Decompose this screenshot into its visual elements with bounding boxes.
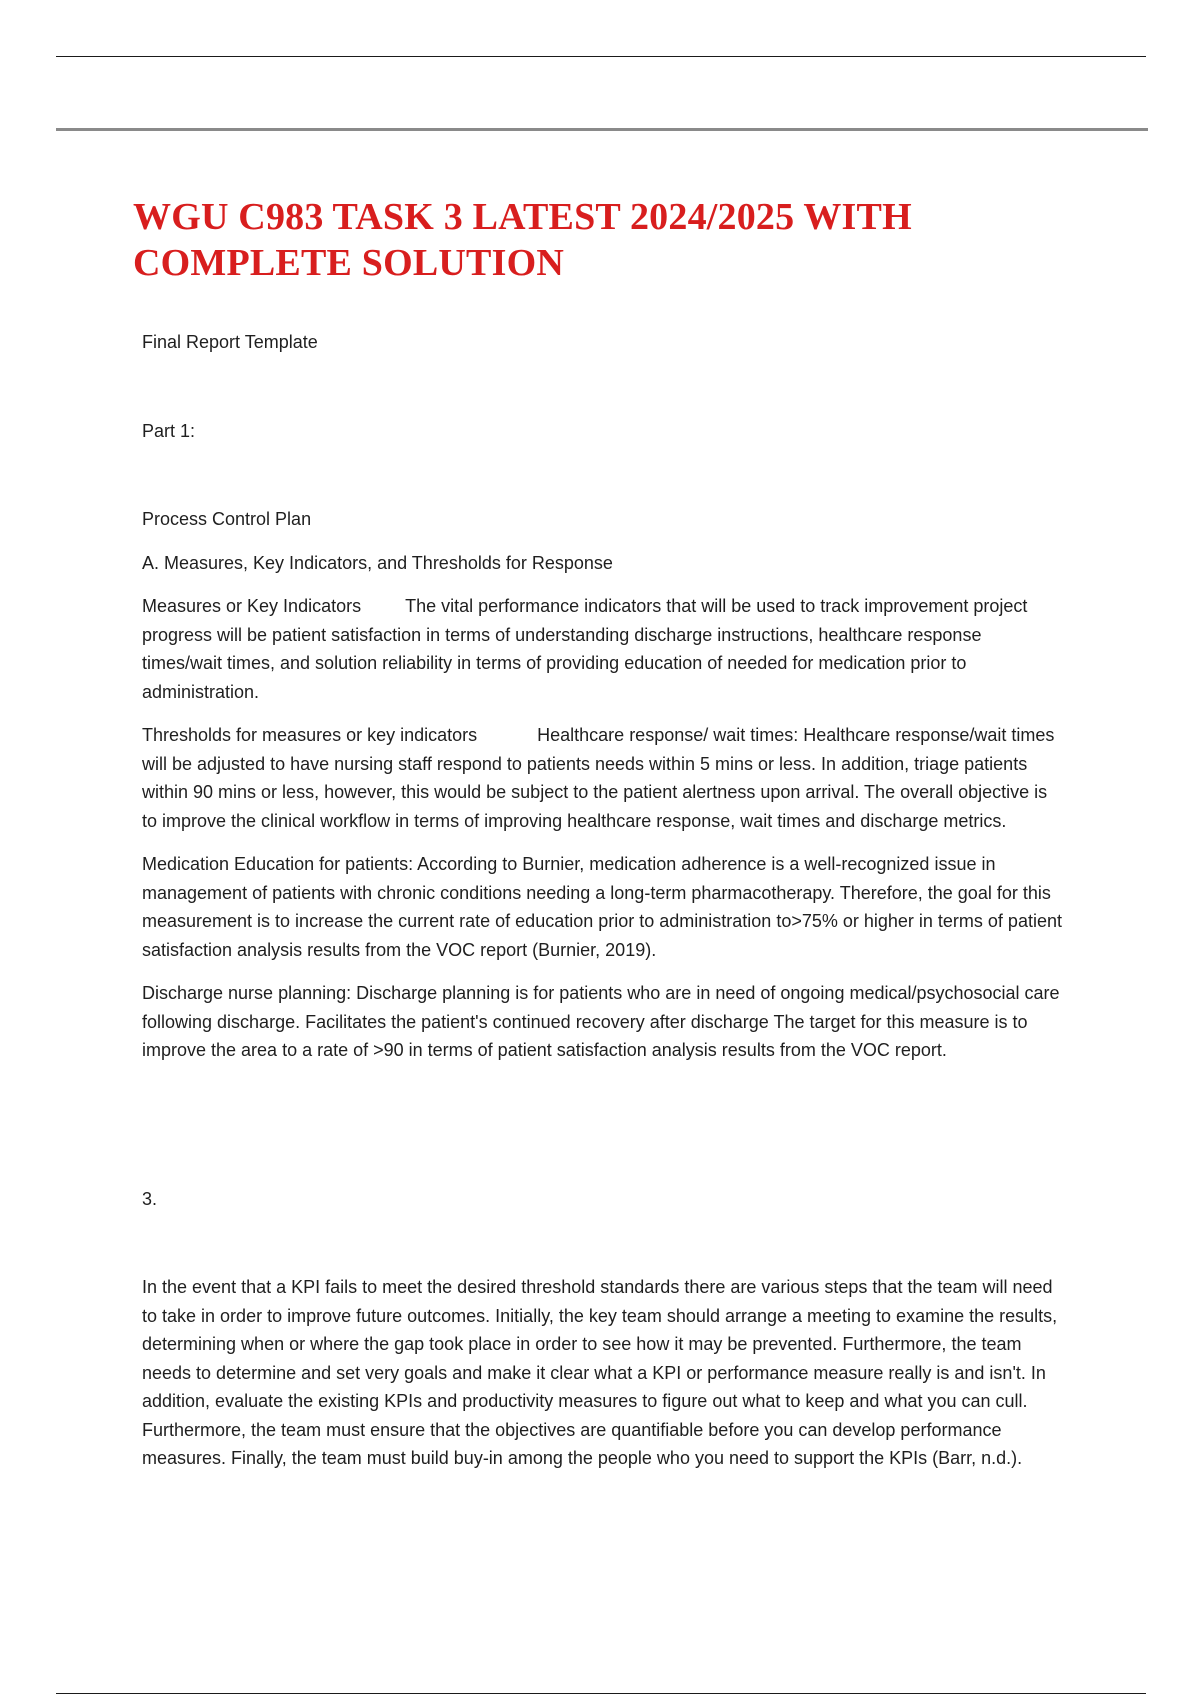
- medication-education-paragraph: Medication Education for patients: According to Burnier, medication adherence is a well-recognized issue in management of patients with chronic conditions needing a long-term pharmacotherapy. Therefore, the goal for this measurement is to increase the current rate of education prior to administration to>75% or higher in terms of patient satisfaction analysis results from the VOC report (Burnier, 2019).: [142, 854, 1062, 960]
- bottom-divider-line: [56, 1693, 1146, 1694]
- section-heading-measures: A. Measures, Key Indicators, and Thresholds for Response: [142, 552, 613, 573]
- measures-text: The vital performance indicators that will be used to track improvement project progress will be patient satisfaction in terms of understanding discharge instructions, healthcare response times/wait times, and solution reliability in terms of providing education of needed for medication prior to administration.: [142, 596, 1028, 702]
- section-3-paragraph: In the event that a KPI fails to meet the desired threshold standards there are various steps that the team will need to take in order to improve future outcomes. Initially, the key team should arrange a meeting to examine the results, determining when or where the gap took place in order to see how it may be prevented. Furthermore, the team needs to determine and set very goals and make it clear what a KPI or performance measure really is and isn't. In addition, evaluate the existing KPIs and productivity measures to figure out what to keep and what you can cull. Furthermore, the team must ensure that the objectives are quantifiable before you can develop performance measures. Finally, the team must build buy-in among the people who you need to support the KPIs (Barr, n.d.).: [142, 1277, 1058, 1468]
- part-label: Part 1:: [142, 420, 196, 441]
- thresholds-text: Healthcare response/ wait times: Healthcare response/wait times will be adjusted to have nursing staff respond to patients needs within 5 mins or less. In addition, triage patients within 90 mins or less, however, this would be subject to the patient alertness upon arrival. The overall objective is to improve the clinical workflow in terms of improving healthcare response, wait times and discharge metrics.: [142, 725, 1055, 831]
- header-divider-line: [56, 128, 1148, 131]
- discharge-planning-paragraph: Discharge nurse planning: Discharge planning is for patients who are in need of ongoing medical/psychosocial care following discharge. Facilitates the patient's continued recovery after discharge The target for this measure is to improve the area to a rate of >90 in terms of patient satisfaction analysis results from the VOC report.: [142, 983, 1060, 1060]
- measures-paragraph: [142, 592, 1062, 706]
- section-3-label: 3.: [142, 1188, 158, 1209]
- measures-label: Measures or Key Indicators: [142, 596, 362, 616]
- template-label: Final Report Template: [142, 332, 318, 352]
- section-heading-process-control-plan: Process Control Plan: [142, 509, 312, 529]
- thresholds-label: Thresholds for measures or key indicators: [142, 725, 478, 745]
- document-title: WGU C983 TASK 3 LATEST 2024/2025 WITH COMPLETE SOLUTION: [133, 196, 912, 284]
- document-body: [142, 328, 1062, 1473]
- top-divider-line: [56, 56, 1146, 57]
- thresholds-paragraph: [142, 721, 1062, 835]
